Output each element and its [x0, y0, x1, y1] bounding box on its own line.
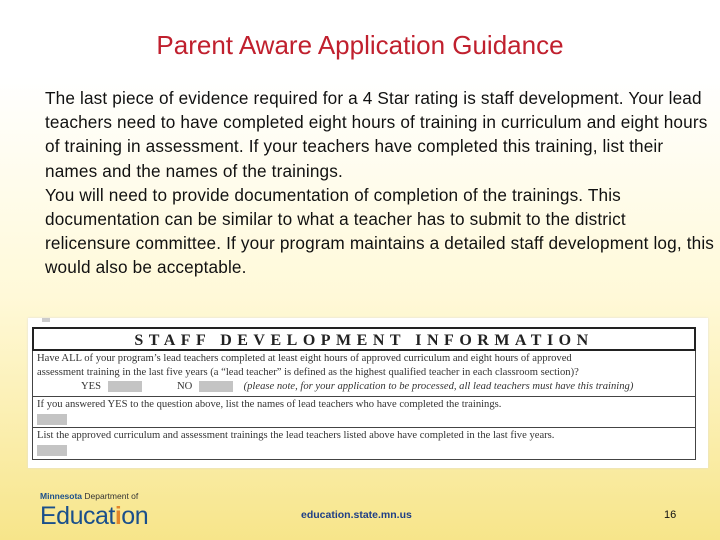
staff-development-form [32, 327, 696, 462]
mde-logo [40, 491, 148, 530]
question-1-line-2: assessment training in the last five years (a “lead teacher” is defined as the highest qualified teacher in each classroom section)? [37, 367, 579, 378]
paragraph-1: The last piece of evidence required for a 4 Star rating is staff development. Your lead teachers need to have completed eight hours of training in curriculum and eight hours of training in assessment. If your teachers have completed this training, list their names and the names of the trainings. [45, 88, 708, 181]
form-header: STAFF DEVELOPMENT INFORMATION [32, 327, 696, 351]
form-note: (please note, for your application to be processed, all lead teachers must have this training) [243, 381, 634, 392]
question-3-text: List the approved curriculum and assessment trainings the lead teachers listed above have completed in the last five years. [37, 430, 555, 441]
no-checkbox[interactable] [199, 381, 233, 392]
form-question-2 [32, 397, 696, 428]
teacher-names-field[interactable] [37, 414, 67, 425]
form-question-1 [32, 351, 696, 397]
yes-checkbox[interactable] [108, 381, 142, 392]
yes-label: YES [81, 381, 102, 392]
slide-title: Parent Aware Application Guidance [156, 30, 564, 60]
body-text [45, 86, 715, 280]
question-2-text: If you answered YES to the question above, list the names of lead teachers who have completed the trainings. [37, 399, 502, 410]
logo-subtitle: Minnesota Department of [40, 491, 139, 501]
footer-url[interactable]: education.state.mn.us [301, 509, 412, 521]
page-number: 16 [664, 509, 677, 521]
logo-wordmark: Education [40, 502, 149, 530]
question-1-line-1: Have ALL of your program’s lead teachers completed at least eight hours of approved curriculum and eight hours of approved [37, 353, 572, 364]
form-crop-mark [42, 318, 50, 322]
form-question-3 [32, 428, 696, 460]
paragraph-2: You will need to provide documentation of completion of the trainings. This documentation can be similar to what a teacher has to submit to the district relicensure committee. If your program maintains a detailed staff development log, this would also be acceptable. [45, 184, 715, 278]
trainings-field[interactable] [37, 445, 67, 456]
yes-no-row [37, 380, 691, 394]
no-label: NO [176, 381, 193, 392]
